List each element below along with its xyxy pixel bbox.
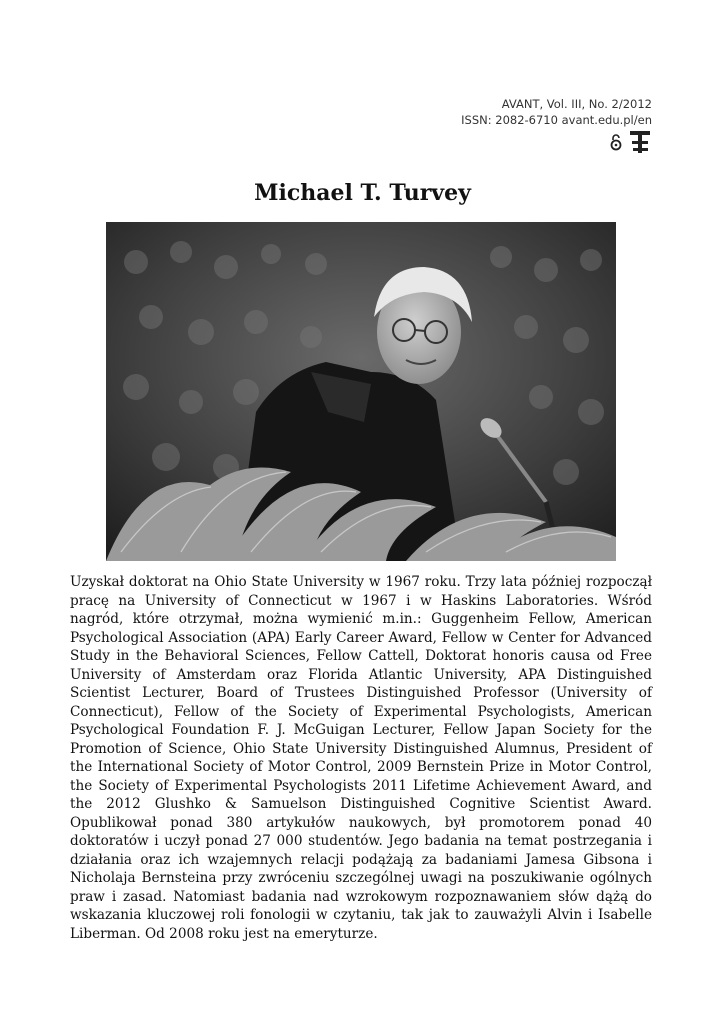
avant-logo-icon bbox=[628, 129, 652, 155]
biography-text: Uzyskał doktorat na Ohio State University w 1967 roku. Trzy lata później rozpoczął pracę na University of Connecticut w 1967 i w Haskins Laboratories. Wśród nagród, które otrzymał, można wymienić m.in.: Guggenheim Fellow, American Psychological Association (APA) Early Career Award, Fellow w Center for Advanced Study in the Behavioral Sciences, Fellow Cattell, Doktorat honoris causa od Free University of Amsterdam oraz Florida Atlantic University, APA Distinguished Scientist Lecturer, Board of Trustees Distinguished Professor (University of Connecticut), Fellow of the Society of Experimental Psychologists, American Psychological Foundation F. J. McGuigan Lecturer, Fellow Japan Society for the Promotion of Science, Ohio State University Distinguished Alumnus, President of the International Society of Motor Control, 2009 Bernstein Prize in Motor Control, the Society of Experimental Psychologists 2011 Lifetime Achievement Award, and the 2012 Glushko & Samuelson Distinguished Cognitive Scientist Award. Opublikował ponad 380 artykułów naukowych, był promotorem ponad 40 doktoratów i uczył ponad 27 000 studentów. Jego badania na temat postrzegania i działania oraz ich wzajemnych relacji podążają za badaniami Jamesa Gibsona i Nicholaja Bernsteina przy zwróceniu szczególnej uwagi na poszukiwanie ogólnych praw i zasad. Natomiast badania nad wzrokowym rozpoznawaniem słów dążą do wskazania kluczowej roli fonologii w czytaniu, tak jak to zauważyli Alvin i Isabelle Liberman. Od 2008 roku jest na emeryturze. bbox=[70, 574, 652, 942]
page-title: Michael T. Turvey bbox=[254, 180, 471, 206]
journal-header bbox=[461, 96, 652, 128]
open-access-logo bbox=[610, 133, 622, 151]
issn-line: ISSN: 2082-6710 avant.edu.pl/en bbox=[461, 113, 652, 127]
logo-row bbox=[572, 128, 652, 156]
open-access-icon bbox=[610, 133, 622, 151]
journal-citation: AVANT, Vol. III, No. 2/2012 bbox=[501, 97, 652, 111]
portrait-illustration bbox=[106, 222, 616, 561]
portrait-photo bbox=[106, 222, 616, 561]
